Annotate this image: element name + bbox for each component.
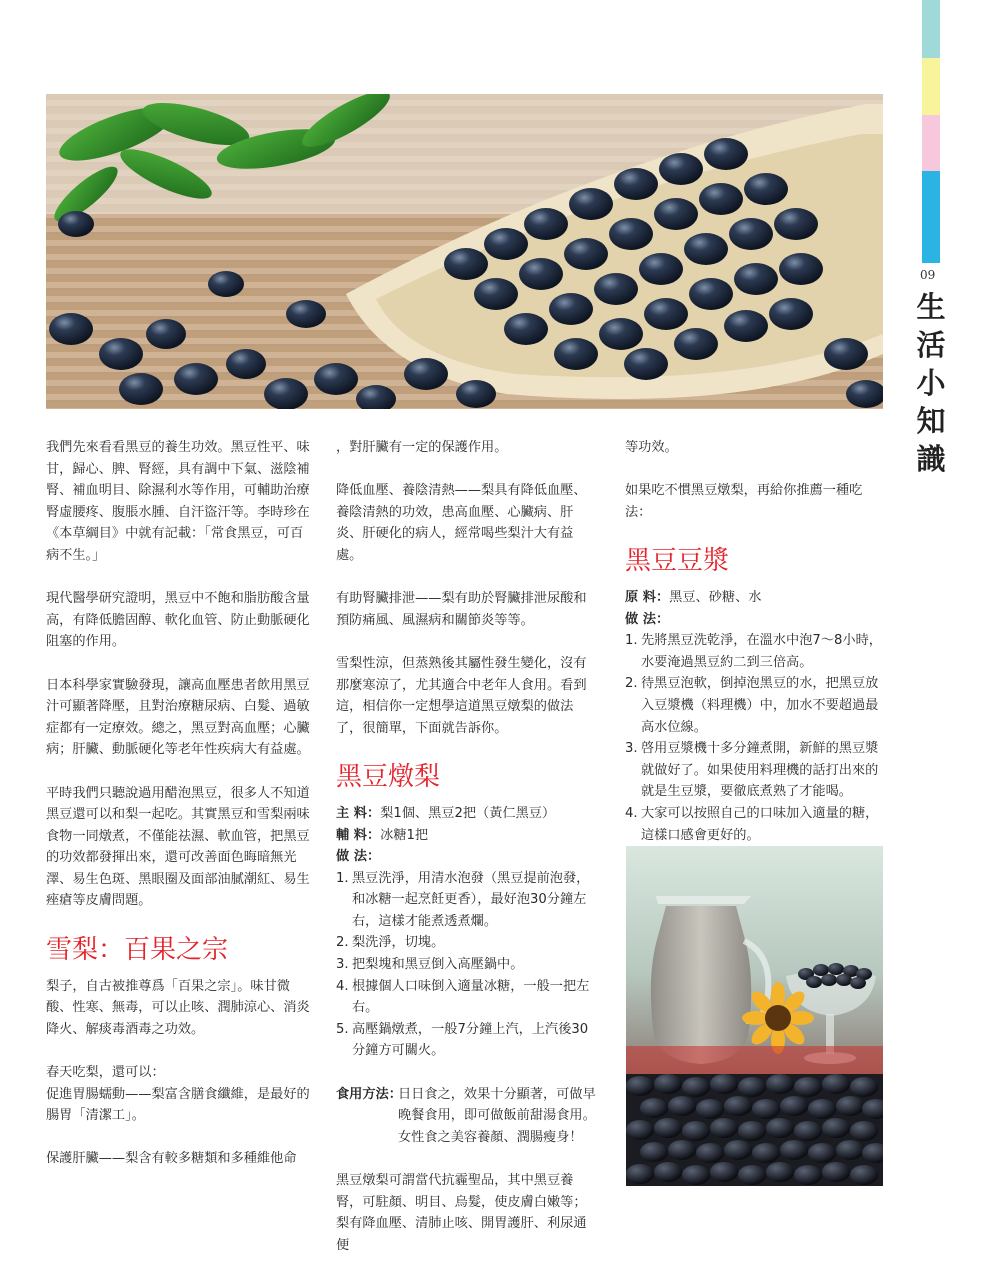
step-item: 3. 把梨塊和黑豆倒入高壓鍋中。 (336, 957, 524, 973)
method-label: 做 法： (625, 611, 670, 627)
usage-method: 食用方法： 日日食之，效果十分顯著，可做早晚餐食用，即可做飯前甜湯食用。女性食之美容養顏、潤腸瘦身！ (336, 1086, 596, 1145)
color-tab-teal (922, 0, 940, 58)
step-item: 4. 根據個人口味倒入適量冰糖，一般一把左右。 (336, 978, 590, 1016)
paragraph: 雪梨性涼，但蒸熟後其屬性發生變化，沒有那麼寒涼了，尤其適合中老年人食用。看到這，相信你一定想學這道黑豆燉梨的做法了，很簡單，下面就告訴你。 (336, 655, 587, 736)
soy-milk-illustration (626, 846, 883, 1186)
heading-black-bean-pear: 黑豆燉梨 (336, 761, 441, 792)
paragraph: ，對肝臟有一定的保護作用。 (336, 440, 508, 455)
step-item: 1. 黑豆洗淨，用清水泡發（黑豆提前泡發，和冰糖一起烹飪更香），最好泡30分鐘左右，這樣才能煮透煮爛。 (336, 870, 590, 929)
page-number: 09 (920, 268, 936, 282)
heading-pear: 雪梨：百果之宗 (46, 934, 229, 965)
step-item: 4. 大家可以按照自己的口味加入適量的糖，這樣口感會更好的。 (625, 805, 879, 843)
text-column-1 (46, 437, 312, 1192)
step-item: 2. 待黑豆泡軟，倒掉泡黑豆的水，把黑豆放入豆漿機（料理機）中，加水不要超過最高水位線。 (625, 676, 879, 735)
recipe-steps (336, 868, 598, 1062)
paragraph: 平時我們只聽說過用醋泡黑豆，很多人不知道黑豆還可以和梨一起吃。其實黑豆和雪梨兩味食物一同燉煮，不僅能祛濕、軟血管，把黑豆的功效都發揮出來，還可改善面色晦暗無光澤、易生色斑、黑眼圈及面部油膩潮紅、易生痤瘡等皮膚問題。 (46, 785, 310, 909)
aux-ingredients: 輔 料：冰糖1把 (336, 827, 429, 843)
heading-black-soy-milk: 黑豆豆漿 (625, 545, 730, 576)
color-tab-pink (922, 115, 940, 171)
black-beans-illustration (46, 94, 883, 409)
step-item: 5. 高壓鍋燉煮，一般7分鐘上汽，上汽後30分鐘方可關火。 (336, 1021, 589, 1059)
paragraph: 黑豆燉梨可謂當代抗霾聖品，其中黑豆養腎，可駐顏、明目、烏髮，使皮膚白嫩等；梨有降血壓、清肺止咳、開胃護肝、利尿通便 (336, 1173, 587, 1253)
paragraph: 我們先來看看黑豆的養生功效。黑豆性平、味甘，歸心、脾、腎經，具有調中下氣、滋陰補腎、補血明目、除濕利水等作用，可輔助治療腎虛腰疼、腹脹水腫、自汗盜汗等。李時珍在《本草綱目》中就有記載：「常食黑豆，可百病不生。」 (46, 440, 310, 563)
paragraph: 保護肝臟——梨含有較多糖類和多種維他命 (46, 1151, 297, 1167)
paragraph: 春天吃梨，還可以： (46, 1065, 165, 1081)
main-ingredients: 主 料：梨1個、黑豆2把（黃仁黑豆） (336, 805, 556, 821)
paragraph: 降低血壓、養陰清熱——梨具有降低血壓、養陰清熱的功效，患高血壓、心臟病、肝炎、肝硬化的病人，經常喝些梨汁大有益處。 (336, 483, 587, 563)
text-column-2 (336, 437, 598, 1275)
recipe-steps (625, 630, 887, 846)
color-tab-blue (922, 171, 940, 263)
paragraph: 如果吃不慣黑豆燉梨，再給你推薦一種吃法： (625, 483, 863, 520)
color-tab-yellow (922, 58, 940, 115)
paragraph: 等功效。 (625, 440, 678, 455)
method-label: 做 法： (336, 849, 381, 865)
section-title: 生 活 小 知 識 (916, 290, 946, 476)
step-item: 1. 先將黑豆洗乾淨，在溫水中泡7～8小時，水要淹過黑豆約二到三倍高。 (625, 633, 882, 670)
paragraph: 日本科學家實驗發現，讓高血壓患者飲用黑豆汁可顯著降壓，且對治療糖尿病、白髮、過敏症都有一定療效。總之，黑豆對高血壓；心臟病；肝臟、動脈硬化等老年性疾病大有益處。 (46, 677, 310, 758)
paragraph: 促進胃腸蠕動——梨富含膳食纖維，是最好的腸胃「清潔工」。 (46, 1086, 310, 1124)
paragraph: 現代醫學研究證明，黑豆中不飽和脂肪酸含量高，有降低膽固醇、軟化血管、防止動脈硬化阻塞的作用。 (46, 591, 310, 650)
step-item: 2. 梨洗淨，切塊。 (336, 935, 445, 951)
paragraph: 梨子，自古被推尊爲「百果之宗」。味甘微酸、性寒、無毒，可以止咳、潤肺涼心、消炎降火、解痰毒酒毒之功效。 (46, 978, 310, 1037)
hero-black-beans-photo (46, 94, 883, 409)
step-item: 3. 啓用豆漿機十多分鐘煮開，新鮮的黑豆漿就做好了。如果使用料理機的話打出來的就是生豆漿，要徹底煮熟了才能喝。 (625, 741, 879, 800)
ingredients: 原 料：黑豆、砂糖、水 (625, 589, 762, 605)
text-column-3 (625, 437, 887, 846)
soy-milk-photo (626, 846, 883, 1186)
paragraph: 有助腎臟排泄——梨有助於腎臟排泄尿酸和預防痛風、風濕病和關節炎等等。 (336, 591, 587, 628)
